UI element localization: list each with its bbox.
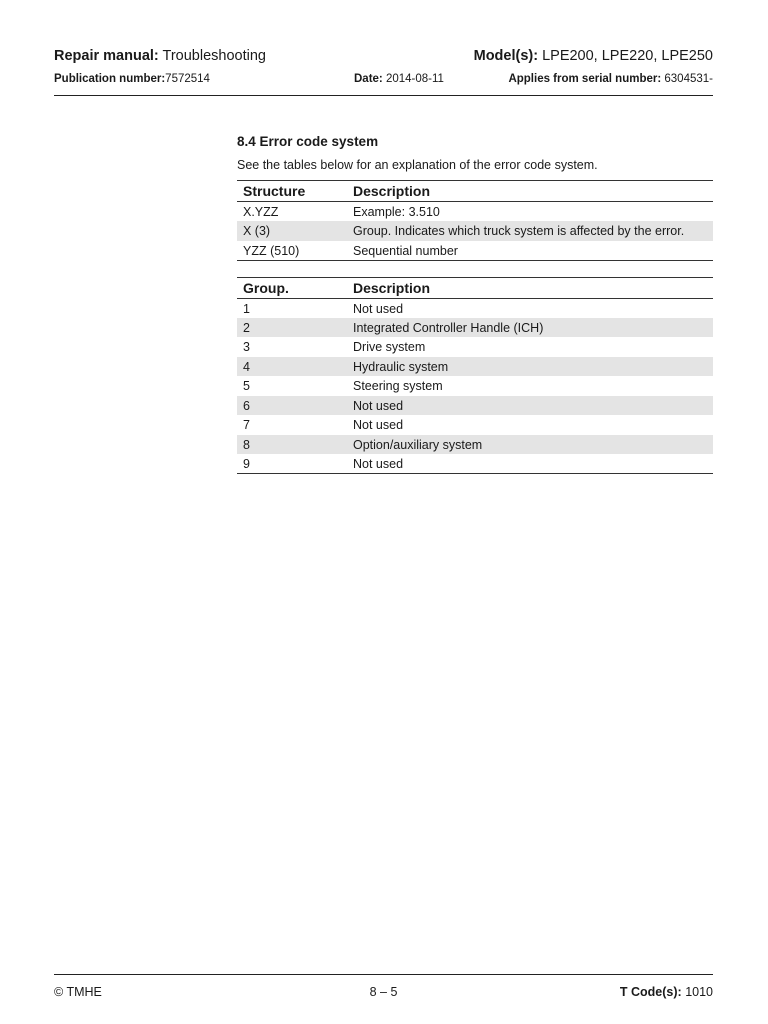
table-row bbox=[237, 298, 713, 318]
table-row bbox=[237, 318, 713, 338]
publication-info bbox=[54, 71, 354, 87]
date-label: Date: bbox=[354, 73, 383, 85]
page-header bbox=[54, 46, 713, 87]
group-cell: 6 bbox=[237, 396, 347, 416]
publication-label: Publication number: bbox=[54, 73, 166, 85]
publication-value: 7572514 bbox=[165, 73, 210, 85]
column-header-description: Description bbox=[347, 277, 713, 298]
table-header-row bbox=[237, 181, 713, 202]
table-row bbox=[237, 376, 713, 396]
description-cell: Example: 3.510 bbox=[353, 205, 440, 219]
footer-divider bbox=[54, 974, 713, 975]
serial-label: Applies from serial number: bbox=[508, 73, 662, 85]
description-cell: Not used bbox=[353, 301, 404, 316]
table-row bbox=[237, 415, 713, 435]
date-value: 2014-08-11 bbox=[385, 73, 444, 85]
copyright-text: © TMHE bbox=[54, 985, 102, 999]
description-cell: Not used bbox=[347, 454, 713, 474]
page-number: 8 – 5 bbox=[369, 985, 398, 999]
description-cell: Hydraulic system bbox=[347, 357, 713, 377]
main-content bbox=[237, 132, 713, 474]
group-cell: 3 bbox=[243, 340, 250, 354]
date-info bbox=[354, 71, 483, 87]
manual-info bbox=[54, 46, 266, 66]
header-row-secondary bbox=[54, 71, 713, 87]
table-row bbox=[237, 337, 713, 357]
structure-cell: X.YZZ bbox=[243, 205, 279, 219]
description-cell: Drive system bbox=[353, 340, 426, 354]
serial-info bbox=[483, 71, 713, 87]
table-spacer bbox=[237, 261, 713, 277]
section-title: 8.4 Error code system bbox=[237, 134, 379, 149]
description-cell: Not used bbox=[353, 418, 404, 432]
structure-cell: X (3) bbox=[237, 221, 347, 241]
group-cell: 9 bbox=[237, 454, 347, 474]
group-cell: 5 bbox=[243, 379, 250, 393]
description-cell: Option/auxiliary system bbox=[347, 435, 713, 455]
column-header-structure: Structure bbox=[237, 181, 347, 202]
group-table bbox=[237, 277, 713, 475]
description-cell: Sequential number bbox=[347, 241, 713, 261]
structure-cell: YZZ (510) bbox=[237, 241, 347, 261]
description-cell: Steering system bbox=[353, 379, 443, 393]
structure-table bbox=[237, 180, 713, 261]
column-header-group: Group. bbox=[237, 277, 347, 298]
group-cell: 2 bbox=[237, 318, 347, 338]
serial-value: 6304531- bbox=[664, 73, 713, 85]
page-footer bbox=[54, 983, 713, 1001]
group-cell: 7 bbox=[243, 418, 250, 432]
table-row bbox=[237, 241, 713, 261]
description-cell: Not used bbox=[347, 396, 713, 416]
tcode-label: T Code(s): bbox=[619, 985, 682, 999]
group-cell: 4 bbox=[237, 357, 347, 377]
manual-label: Repair manual: bbox=[54, 48, 159, 64]
table-row bbox=[237, 202, 713, 222]
column-header-description: Description bbox=[347, 181, 713, 202]
models-info bbox=[474, 46, 713, 66]
models-value: LPE200, LPE220, LPE250 bbox=[542, 48, 713, 64]
table-row bbox=[237, 435, 713, 455]
table-header-row bbox=[237, 277, 713, 298]
description-cell: Group. Indicates which truck system is affected by the error. bbox=[347, 221, 713, 241]
table-row bbox=[237, 396, 713, 416]
models-label: Model(s): bbox=[473, 48, 539, 64]
manual-value: Troubleshooting bbox=[162, 48, 266, 64]
group-cell: 1 bbox=[243, 301, 250, 316]
section-intro: See the tables below for an explanation of the error code system. bbox=[237, 158, 598, 172]
group-cell: 8 bbox=[237, 435, 347, 455]
header-row-primary bbox=[54, 46, 713, 66]
table-row bbox=[237, 454, 713, 474]
table-row bbox=[237, 357, 713, 377]
table-row bbox=[237, 221, 713, 241]
description-cell: Integrated Controller Handle (ICH) bbox=[347, 318, 713, 338]
header-divider bbox=[54, 95, 713, 96]
tcode-value: 1010 bbox=[685, 985, 713, 999]
